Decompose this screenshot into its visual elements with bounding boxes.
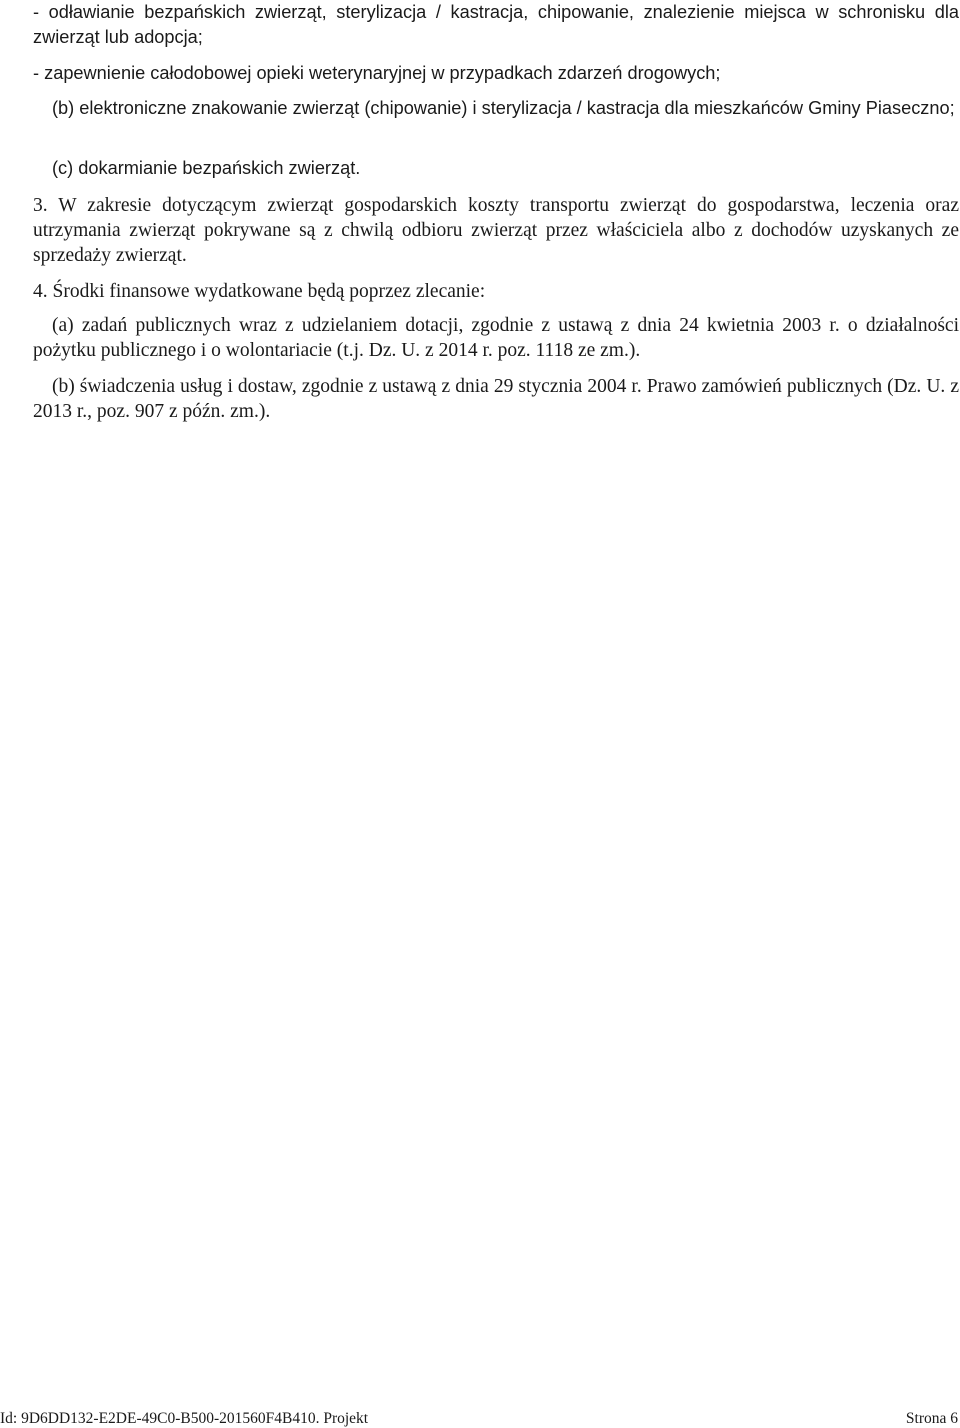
paragraph-animal-capture: - odławianie bezpańskich zwierząt, sterylizacja / kastracja, chipowanie, znalezienie miejsca w schronisku dla zwierząt lub adopcja; (33, 2, 959, 47)
paragraph-item-c-feeding: (c) dokarmianie bezpańskich zwierząt. (52, 158, 361, 178)
page-number: Strona 6 (905, 1410, 958, 1427)
paragraph-section-3: 3. W zakresie dotyczącym zwierząt gospodarskich koszty transportu zwierząt do gospodarstwa, leczenia oraz utrzymania zwierząt pokrywane są z chwilą odbioru zwierząt przez właściciela albo z dochodów uzyskanych ze sprzedaży zwierząt. (33, 195, 959, 266)
paragraph-vet-care: - zapewnienie całodobowej opieki weterynaryjnej w przypadkach zdarzeń drogowych; (33, 63, 721, 83)
paragraph-section-4: 4. Środki finansowe wydatkowane będą poprzez zlecanie: (33, 281, 486, 302)
document-id: Id: 9D6DD132-E2DE-49C0-B500-201560F4B410. Projekt (0, 1410, 369, 1427)
paragraph-item-a-public-tasks: (a) zadań publicznych wraz z udzielaniem dotacji, zgodnie z ustawą z dnia 24 kwietnia 2003 r. o działalności pożytku publicznego i o wolontariacie (t.j. Dz. U. z 2014 r. poz. 1118 ze zm.). (33, 315, 959, 361)
paragraph-item-b-chipping: (b) elektroniczne znakowanie zwierząt (chipowanie) i sterylizacja / kastracja dla mieszkańców Gminy Piaseczno; (52, 98, 955, 118)
paragraph-item-b-services: (b) świadczenia usług i dostaw, zgodnie z ustawą z dnia 29 stycznia 2004 r. Prawo zamówień publicznych (Dz. U. z 2013 r., poz. 907 z późn. zm.). (33, 376, 959, 422)
page-footer (0, 1409, 960, 1428)
